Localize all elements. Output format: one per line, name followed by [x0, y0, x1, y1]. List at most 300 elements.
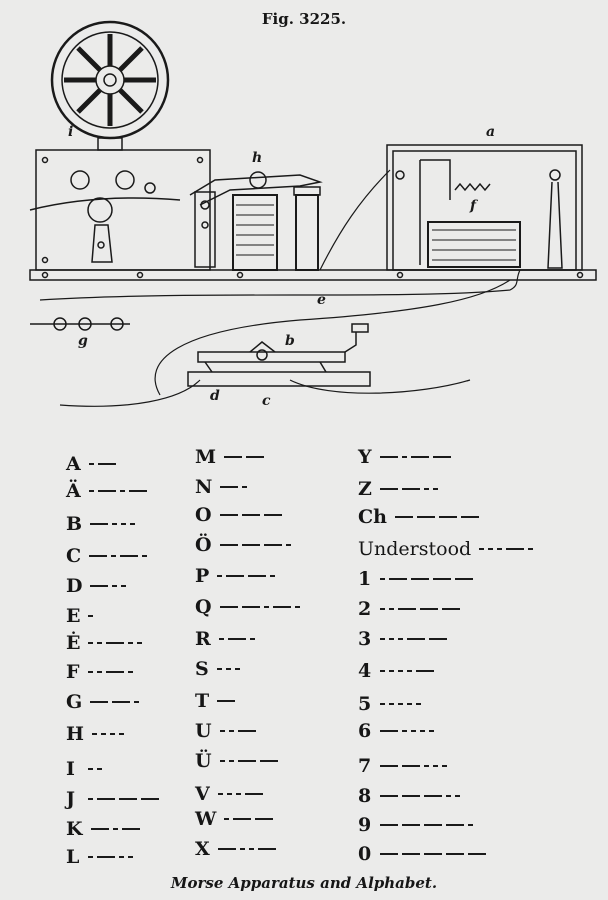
register-box	[30, 150, 210, 270]
morse-symbol: Y	[358, 446, 372, 468]
morse-symbol: P	[195, 565, 210, 587]
morse-code	[88, 798, 159, 800]
morse-dash	[402, 853, 420, 855]
morse-entry	[195, 690, 235, 712]
morse-symbol: 9	[358, 814, 372, 836]
figure-caption: Morse Apparatus and Alphabet.	[170, 874, 438, 892]
label-a: a	[486, 124, 496, 140]
morse-entry	[195, 628, 255, 650]
morse-entry	[195, 720, 256, 742]
morse-dash	[98, 490, 116, 492]
morse-dot	[88, 856, 93, 858]
morse-dot	[220, 760, 225, 762]
morse-code	[88, 642, 142, 644]
morse-dash	[429, 638, 447, 640]
morse-symbol: Ä	[66, 480, 81, 502]
morse-dash	[122, 828, 140, 830]
morse-dot	[416, 703, 421, 705]
morse-dot	[240, 848, 245, 850]
morse-dot	[88, 671, 93, 673]
base-screws	[43, 273, 583, 278]
morse-dash	[129, 490, 147, 492]
morse-dot	[249, 848, 254, 850]
morse-code	[217, 700, 235, 702]
morse-dash	[224, 456, 242, 458]
morse-dot	[242, 486, 247, 488]
morse-code	[224, 818, 273, 820]
morse-code	[380, 638, 447, 640]
morse-code	[380, 608, 460, 610]
morse-dot	[380, 670, 385, 672]
morse-symbol: R	[195, 628, 211, 650]
morse-dot	[424, 488, 429, 490]
morse-dash	[407, 638, 425, 640]
morse-dot	[119, 733, 124, 735]
morse-dot	[229, 760, 234, 762]
morse-symbol: A	[66, 453, 81, 475]
morse-dot	[442, 765, 447, 767]
morse-dash	[424, 824, 442, 826]
morse-dash	[420, 608, 438, 610]
morse-code	[89, 490, 147, 492]
morse-entry	[66, 723, 124, 745]
morse-dash	[90, 585, 108, 587]
morse-dash	[380, 795, 398, 797]
base-board	[30, 270, 596, 280]
morse-code	[88, 615, 93, 617]
morse-symbol: V	[195, 783, 210, 805]
morse-dash	[90, 701, 108, 703]
morse-symbol: F	[66, 661, 80, 683]
label-e: e	[317, 292, 326, 308]
morse-dash	[380, 765, 398, 767]
morse-entry	[66, 691, 139, 713]
morse-code	[91, 828, 140, 830]
morse-code	[479, 548, 533, 550]
morse-dot	[97, 671, 102, 673]
electromagnet-coils	[233, 187, 320, 270]
morse-dash	[389, 578, 407, 580]
morse-entry	[66, 818, 140, 840]
morse-dash	[220, 514, 238, 516]
morse-dash	[424, 853, 442, 855]
morse-dot	[89, 490, 94, 492]
morse-entry	[358, 660, 434, 682]
morse-dash	[238, 730, 256, 732]
morse-dot	[528, 548, 533, 550]
morse-symbol: M	[195, 446, 217, 468]
morse-code	[88, 768, 102, 770]
morse-code	[220, 486, 247, 488]
morse-dot	[224, 818, 229, 820]
morse-dot	[227, 793, 232, 795]
morse-dot	[128, 642, 133, 644]
morse-dot	[119, 856, 124, 858]
morse-dot	[270, 575, 275, 577]
morse-dash	[402, 488, 420, 490]
morse-dash	[461, 516, 479, 518]
morse-dash	[264, 514, 282, 516]
morse-dot	[236, 793, 241, 795]
morse-entry	[195, 446, 264, 468]
morse-dot	[488, 548, 493, 550]
morse-dot	[380, 578, 385, 580]
morse-entry	[195, 838, 276, 860]
morse-dot	[446, 795, 451, 797]
morse-code	[395, 516, 479, 518]
morse-dot	[398, 703, 403, 705]
morse-dash	[468, 853, 486, 855]
morse-dot	[398, 670, 403, 672]
morse-symbol: I	[66, 758, 75, 780]
morse-dash	[398, 608, 416, 610]
morse-dash	[455, 578, 473, 580]
morse-dot	[380, 703, 385, 705]
morse-entry	[66, 605, 93, 627]
morse-dash	[112, 701, 130, 703]
morse-dash	[416, 670, 434, 672]
morse-dot	[89, 463, 94, 465]
morse-dot	[433, 765, 438, 767]
morse-entry	[66, 545, 147, 567]
morse-dot	[88, 768, 93, 770]
morse-symbol: Ö	[195, 534, 212, 556]
morse-apparatus-illustration	[0, 0, 608, 420]
morse-code	[89, 463, 116, 465]
morse-code	[90, 523, 135, 525]
morse-symbol: W	[195, 808, 217, 830]
morse-entry	[195, 808, 273, 830]
morse-dash	[141, 798, 159, 800]
morse-dot	[97, 642, 102, 644]
figure-title: Fig. 3225.	[261, 10, 347, 28]
morse-dash	[258, 848, 276, 850]
morse-dot	[229, 730, 234, 732]
morse-symbol: C	[66, 545, 82, 567]
morse-dash	[248, 575, 266, 577]
morse-dash	[380, 456, 398, 458]
morse-dash	[242, 514, 260, 516]
morse-dash	[433, 578, 451, 580]
morse-dot	[286, 544, 291, 546]
morse-code	[380, 456, 451, 458]
morse-dot	[88, 798, 93, 800]
morse-dot	[411, 730, 416, 732]
morse-entry	[66, 632, 142, 654]
morse-entry	[195, 783, 263, 805]
morse-entry	[358, 693, 421, 715]
label-f: f	[470, 198, 477, 214]
morse-dash	[97, 798, 115, 800]
morse-entry	[358, 785, 460, 807]
morse-symbol: 7	[358, 755, 372, 777]
morse-code	[380, 488, 438, 490]
morse-dash	[433, 456, 451, 458]
morse-symbol: E	[66, 605, 81, 627]
morse-dash	[255, 818, 273, 820]
morse-dash	[402, 765, 420, 767]
morse-dot	[130, 523, 135, 525]
morse-dash	[402, 824, 420, 826]
morse-dash	[106, 671, 124, 673]
morse-entry	[195, 658, 240, 680]
morse-code	[88, 671, 133, 673]
morse-symbol: Ch	[358, 506, 387, 528]
morse-dash	[89, 555, 107, 557]
morse-dash	[380, 730, 398, 732]
morse-dash	[380, 853, 398, 855]
morse-entry	[358, 755, 447, 777]
morse-dot	[111, 555, 116, 557]
morse-dot	[88, 615, 93, 617]
morse-dot	[398, 638, 403, 640]
label-b: b	[285, 333, 295, 349]
morse-dot	[380, 638, 385, 640]
morse-symbol: H	[66, 723, 84, 745]
morse-dot	[407, 703, 412, 705]
connecting-wires	[40, 170, 520, 406]
morse-symbol: 2	[358, 598, 372, 620]
morse-symbol: J	[66, 788, 75, 810]
morse-dash	[442, 608, 460, 610]
morse-entry	[358, 538, 533, 560]
morse-code	[380, 824, 473, 826]
morse-entry	[195, 565, 275, 587]
label-i: i	[68, 124, 74, 140]
label-c: c	[262, 393, 271, 409]
morse-dash	[238, 760, 256, 762]
morse-dot	[420, 730, 425, 732]
morse-dash	[417, 516, 435, 518]
morse-dot	[218, 793, 223, 795]
morse-dash	[91, 828, 109, 830]
morse-symbol: X	[195, 838, 210, 860]
morse-dot	[264, 606, 269, 608]
morse-dash	[446, 853, 464, 855]
morse-dot	[120, 490, 125, 492]
morse-dash	[242, 606, 260, 608]
morse-dash	[260, 760, 278, 762]
morse-code	[380, 578, 473, 580]
morse-dot	[389, 608, 394, 610]
morse-dot	[389, 670, 394, 672]
morse-symbol: Ü	[195, 750, 212, 772]
label-g: g	[78, 333, 88, 349]
morse-entry	[66, 788, 159, 810]
morse-symbol: Ė	[66, 632, 81, 654]
morse-dot	[220, 730, 225, 732]
morse-code	[380, 795, 460, 797]
morse-entry	[358, 506, 479, 528]
morse-dot	[217, 575, 222, 577]
morse-code	[218, 848, 276, 850]
morse-dot	[142, 555, 147, 557]
morse-dot	[128, 671, 133, 673]
morse-dot	[295, 606, 300, 608]
morse-symbol: U	[195, 720, 212, 742]
morse-dot	[407, 670, 412, 672]
morse-code	[224, 456, 264, 458]
morse-symbol: 5	[358, 693, 372, 715]
morse-entry	[358, 598, 460, 620]
morse-symbol: Understood	[358, 538, 472, 560]
morse-dot	[137, 642, 142, 644]
morse-dot	[121, 585, 126, 587]
morse-dot	[112, 585, 117, 587]
morse-dash	[402, 795, 420, 797]
morse-dash	[506, 548, 524, 550]
morse-entry	[358, 628, 447, 650]
morse-dash	[380, 824, 398, 826]
morse-code	[90, 701, 139, 703]
morse-dash	[217, 700, 235, 702]
morse-dot	[112, 523, 117, 525]
morse-dash	[439, 516, 457, 518]
morse-symbol: T	[195, 690, 210, 712]
morse-dash	[90, 523, 108, 525]
morse-dot	[88, 642, 93, 644]
morse-dot	[128, 856, 133, 858]
morse-entry	[66, 513, 135, 535]
morse-dot	[389, 638, 394, 640]
morse-entry	[358, 478, 438, 500]
morse-dash	[98, 463, 116, 465]
morse-dash	[411, 578, 429, 580]
morse-dash	[242, 544, 260, 546]
morse-dot	[226, 668, 231, 670]
morse-symbol: O	[195, 504, 212, 526]
morse-symbol: 3	[358, 628, 372, 650]
morse-entry	[358, 843, 486, 865]
morse-code	[220, 606, 300, 608]
morse-symbol: 6	[358, 720, 372, 742]
morse-dot	[429, 730, 434, 732]
morse-code	[219, 638, 255, 640]
morse-dot	[101, 733, 106, 735]
morse-entry	[358, 814, 473, 836]
morse-entry	[66, 846, 133, 868]
morse-code	[220, 760, 278, 762]
morse-symbol: K	[66, 818, 83, 840]
morse-entry	[195, 534, 291, 556]
morse-dot	[402, 730, 407, 732]
morse-entry	[358, 720, 434, 742]
morse-symbol: 4	[358, 660, 372, 682]
morse-code	[380, 670, 434, 672]
morse-code	[88, 856, 133, 858]
morse-entry	[66, 575, 126, 597]
morse-code	[220, 514, 282, 516]
morse-dot	[92, 733, 97, 735]
morse-symbol: D	[66, 575, 83, 597]
morse-code	[380, 703, 421, 705]
morse-dash	[226, 575, 244, 577]
morse-entry	[66, 453, 116, 475]
morse-dash	[218, 848, 236, 850]
morse-dash	[246, 456, 264, 458]
morse-code	[380, 765, 447, 767]
morse-code	[380, 853, 486, 855]
morse-dash	[395, 516, 413, 518]
morse-symbol: 0	[358, 843, 372, 865]
morse-code	[89, 555, 147, 557]
morse-dot	[497, 548, 502, 550]
morse-dot	[468, 824, 473, 826]
morse-entry	[66, 758, 102, 780]
morse-dot	[121, 523, 126, 525]
morse-dash	[380, 488, 398, 490]
morse-code	[90, 585, 126, 587]
label-h: h	[252, 150, 263, 166]
morse-dash	[245, 793, 263, 795]
morse-code	[220, 544, 291, 546]
morse-dash	[119, 798, 137, 800]
morse-dot	[134, 701, 139, 703]
morse-dot	[250, 638, 255, 640]
morse-code	[217, 668, 240, 670]
morse-code	[92, 733, 124, 735]
label-d: d	[210, 388, 220, 404]
morse-dot	[219, 638, 224, 640]
morse-symbol: S	[195, 658, 209, 680]
morse-dot	[402, 456, 407, 458]
morse-entry	[66, 661, 133, 683]
morse-dot	[455, 795, 460, 797]
morse-dot	[97, 768, 102, 770]
morse-code	[380, 730, 434, 732]
morse-dash	[106, 642, 124, 644]
morse-code	[218, 793, 263, 795]
morse-dash	[97, 856, 115, 858]
morse-symbol: 1	[358, 568, 372, 590]
morse-entry	[358, 446, 451, 468]
morse-symbol: B	[66, 513, 83, 535]
morse-code	[220, 730, 256, 732]
morse-dash	[264, 544, 282, 546]
morse-dot	[235, 668, 240, 670]
morse-symbol: 8	[358, 785, 372, 807]
morse-dot	[110, 733, 115, 735]
morse-dot	[424, 765, 429, 767]
morse-entry	[66, 480, 147, 502]
morse-dash	[424, 795, 442, 797]
morse-dot	[217, 668, 222, 670]
relay-box	[387, 145, 582, 270]
morse-dash	[120, 555, 138, 557]
morse-symbol: G	[66, 691, 83, 713]
morse-symbol: N	[195, 476, 213, 498]
morse-dash	[228, 638, 246, 640]
morse-entry	[195, 504, 282, 526]
morse-entry	[358, 568, 473, 590]
morse-symbol: Q	[195, 596, 212, 618]
morse-dash	[220, 544, 238, 546]
morse-dot	[479, 548, 484, 550]
morse-symbol: Z	[358, 478, 372, 500]
morse-dot	[433, 488, 438, 490]
morse-dot	[380, 608, 385, 610]
morse-code	[217, 575, 275, 577]
morse-symbol: L	[66, 846, 80, 868]
morse-dot	[113, 828, 118, 830]
morse-entry	[195, 596, 300, 618]
morse-dot	[389, 703, 394, 705]
morse-dash	[411, 456, 429, 458]
morse-dash	[233, 818, 251, 820]
morse-entry	[195, 750, 278, 772]
morse-dash	[220, 606, 238, 608]
terminal-posts	[30, 318, 130, 330]
